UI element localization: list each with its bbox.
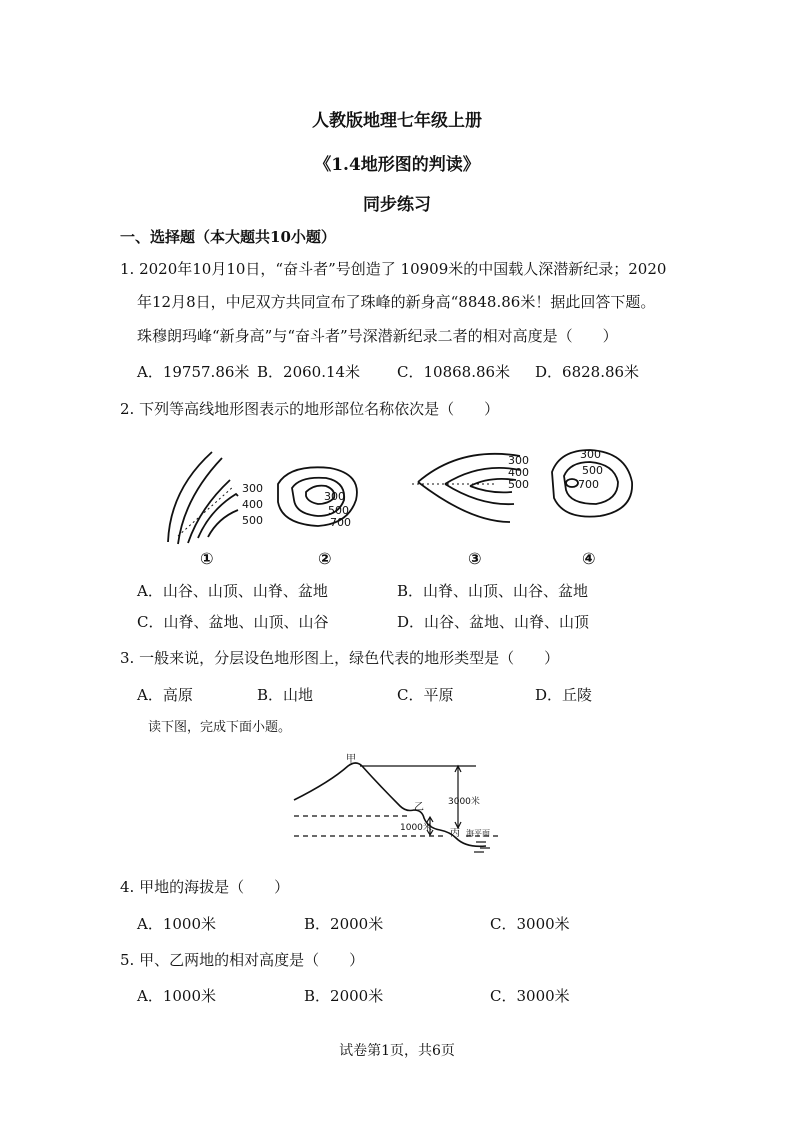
q5-option-c: C．3000米 (490, 987, 570, 1005)
q3-option-d: D．丘陵 (535, 686, 593, 704)
fig-number-3: ③ (468, 549, 482, 568)
q1-line-1: 1. 2020年10月10日，“奋斗者”号创造了 10909米的中国载人深潜新纪录；2020 (120, 260, 667, 278)
fig3-label-300: 300 (508, 454, 529, 467)
reading-instruction: 读下图，完成下面小题。 (148, 720, 292, 735)
fig-number-4: ④ (582, 549, 596, 568)
q3-option-c: C．平原 (397, 686, 454, 704)
fig1-label-300: 300 (242, 482, 263, 495)
q2-stem: 2. 下列等高线地形图表示的地形部位名称依次是（ ） (120, 400, 500, 418)
page-footer: 试卷第1页，共6页 (339, 1043, 455, 1059)
q2-option-c: C．山脊、盆地、山顶、山谷 (137, 613, 329, 631)
q2-option-d: D．山谷、盆地、山脊、山顶 (397, 613, 590, 631)
q1-line-3: 珠穆朗玛峰“新身高”与“奋斗者”号深潜新纪录二者的相对高度是（ ） (137, 327, 618, 345)
fig2-label-500: 500 (328, 504, 349, 517)
q3-stem: 3. 一般来说，分层设色地形图上，绿色代表的地形类型是（ ） (120, 649, 560, 667)
fig4-label-700: 700 (578, 478, 599, 491)
q4-stem: 4. 甲地的海拔是（ ） (120, 878, 290, 896)
fig-number-2: ② (318, 549, 332, 568)
q1-option-c: C．10868.86米 (397, 363, 511, 381)
q3-option-b: B．山地 (257, 686, 314, 704)
q1-line-2: 年12月8日，中尼双方共同宣布了珠峰的新身高“8848.86米！据此回答下题。 (137, 293, 656, 311)
label-1000: 1000米 (400, 823, 432, 833)
q2-option-b: B．山脊、山顶、山谷、盆地 (397, 582, 589, 600)
q5-stem: 5. 甲、乙两地的相对高度是（ ） (120, 951, 365, 969)
label-3000: 3000米 (448, 797, 480, 807)
contour-figure (150, 440, 650, 570)
fig1-label-400: 400 (242, 498, 263, 511)
q4-option-a: A．1000米 (137, 915, 217, 933)
elevation-profile-figure (290, 752, 520, 862)
q5-option-a: A．1000米 (137, 987, 217, 1005)
fig4-label-300: 300 (580, 448, 601, 461)
q1-option-a: A．19757.86米 (137, 363, 250, 381)
fig2-label-700: 700 (330, 516, 351, 529)
label-bing: 丙 (450, 828, 460, 839)
q4-option-c: C．3000米 (490, 915, 570, 933)
fig3-label-500: 500 (508, 478, 529, 491)
label-yi: 乙 (414, 802, 424, 813)
fig2-label-300: 300 (324, 490, 345, 503)
fig3-label-400: 400 (508, 466, 529, 479)
page-title: 人教版地理七年级上册 (312, 111, 482, 131)
fig-number-1: ① (200, 549, 214, 568)
q2-option-a: A．山谷、山顶、山脊、盆地 (137, 582, 328, 600)
fig4-label-500: 500 (582, 464, 603, 477)
section-heading: 一、选择题（本大题共10小题） (120, 228, 336, 246)
page-subtitle: 《1.4地形图的判读》 (314, 155, 480, 175)
q3-option-a: A．高原 (137, 686, 193, 704)
page-subtitle-2: 同步练习 (363, 195, 431, 215)
q4-option-b: B．2000米 (304, 915, 384, 933)
q1-option-d: D．6828.86米 (535, 363, 640, 381)
fig1-label-500: 500 (242, 514, 263, 527)
label-sea-level: 海平面 (466, 829, 490, 838)
label-jia: 甲 (346, 754, 356, 765)
q1-option-b: B．2060.14米 (257, 363, 361, 381)
q5-option-b: B．2000米 (304, 987, 384, 1005)
